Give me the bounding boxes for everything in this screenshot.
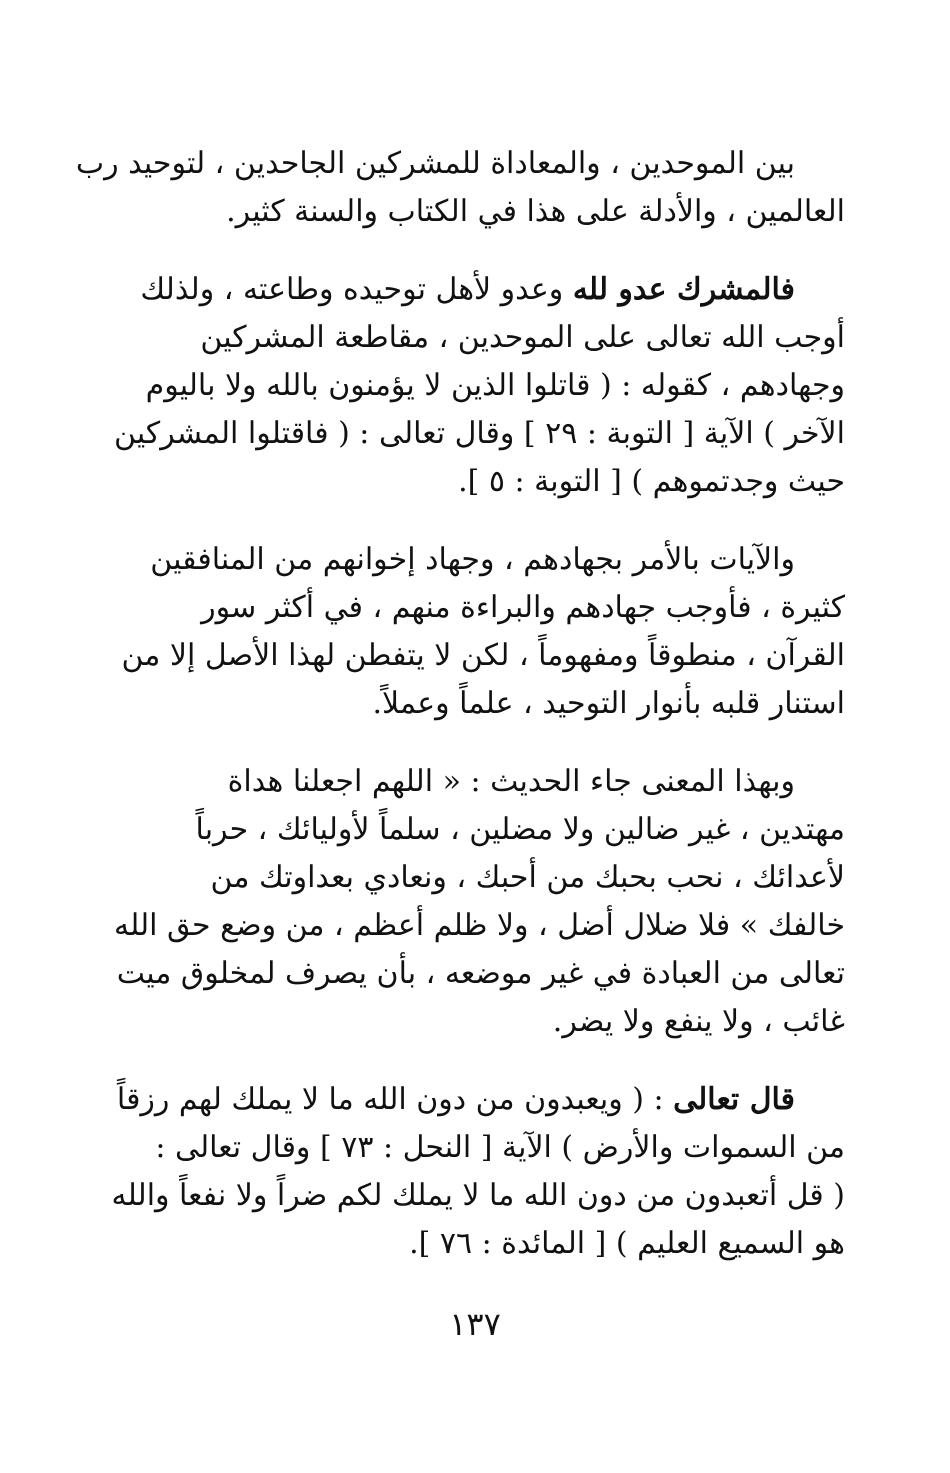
text-line: تعالى من العبادة في غير موضعه ، بأن يصرف لمخلوق ميت <box>116 956 845 991</box>
text-line: العالمين ، والأدلة على هذا في الكتاب والسنة كثير. <box>226 194 845 229</box>
bold-lead: فالمشرك عدو لله <box>572 272 795 307</box>
text-line: هو السميع العليم ) [ المائدة : ٧٦ ]. <box>409 1226 845 1261</box>
text-line: بين الموحدين ، والمعاداة للمشركين الجاحدين ، لتوحيد رب <box>75 146 795 181</box>
text-line: وجهادهم ، كقوله : ( قاتلوا الذين لا يؤمنون بالله ولا باليوم <box>145 368 845 403</box>
text-line: غائب ، ولا ينفع ولا يضر. <box>552 1004 845 1039</box>
text-line: أوجب الله تعالى على الموحدين ، مقاطعة المشركين <box>200 320 845 355</box>
text-line-with-lead <box>100 1076 845 1124</box>
text-line-with-lead <box>100 266 845 314</box>
paragraph-1 <box>75 140 845 236</box>
paragraph-2 <box>100 266 845 506</box>
text-line: استنار قلبه بأنوار التوحيد ، علماً وعملاً. <box>372 686 845 721</box>
paragraph-5 <box>100 1076 845 1268</box>
text-line: القرآن ، منطوقاً ومفهوماً ، لكن لا يتفطن لهذا الأصل إلا من <box>121 638 845 673</box>
text-line: لأعدائك ، نحب بحبك من أحبك ، ونعادي بعداوتك من <box>210 860 845 895</box>
text-line: من السموات والأرض ) الآية [ النحل : ٧٣ ] وقال تعالى : <box>155 1130 845 1165</box>
text-line: ( قل أتعبدون من دون الله ما لا يملك لكم ضراً ولا نفعاً والله <box>111 1178 845 1213</box>
paragraph-4 <box>100 758 845 1046</box>
text-line: كثيرة ، فأوجب جهادهم والبراءة منهم ، في أكثر سور <box>201 590 845 625</box>
text-line: خالفك » فلا ضلال أضل ، ولا ظلم أعظم ، من وضع حق الله <box>114 908 845 943</box>
text-line: الآخر ) الآية [ التوبة : ٢٩ ] وقال تعالى : ( فاقتلوا المشركين <box>114 416 845 451</box>
paragraph-3 <box>100 536 845 728</box>
text-line: مهتدين ، غير ضالين ولا مضلين ، سلماً لأوليائك ، حرباً <box>195 812 845 847</box>
text-line: حيث وجدتموهم ) [ التوبة : ٥ ]. <box>458 464 845 499</box>
text-line: والآيات بالأمر بجهادهم ، وجهاد إخوانهم من المنافقين <box>150 542 795 577</box>
page-number: ١٣٧ <box>449 1305 501 1343</box>
text-line: وبهذا المعنى جاء الحديث : « اللهم اجعلنا هداة <box>227 764 795 799</box>
text-line-rest: وعدو لأهل توحيده وطاعته ، ولذلك <box>140 272 573 307</box>
text-line-rest: : ( ويعبدون من دون الله ما لا يملك لهم رزقاً <box>116 1082 674 1117</box>
bold-lead: قال تعالى <box>673 1082 795 1117</box>
page-body <box>75 140 845 1298</box>
